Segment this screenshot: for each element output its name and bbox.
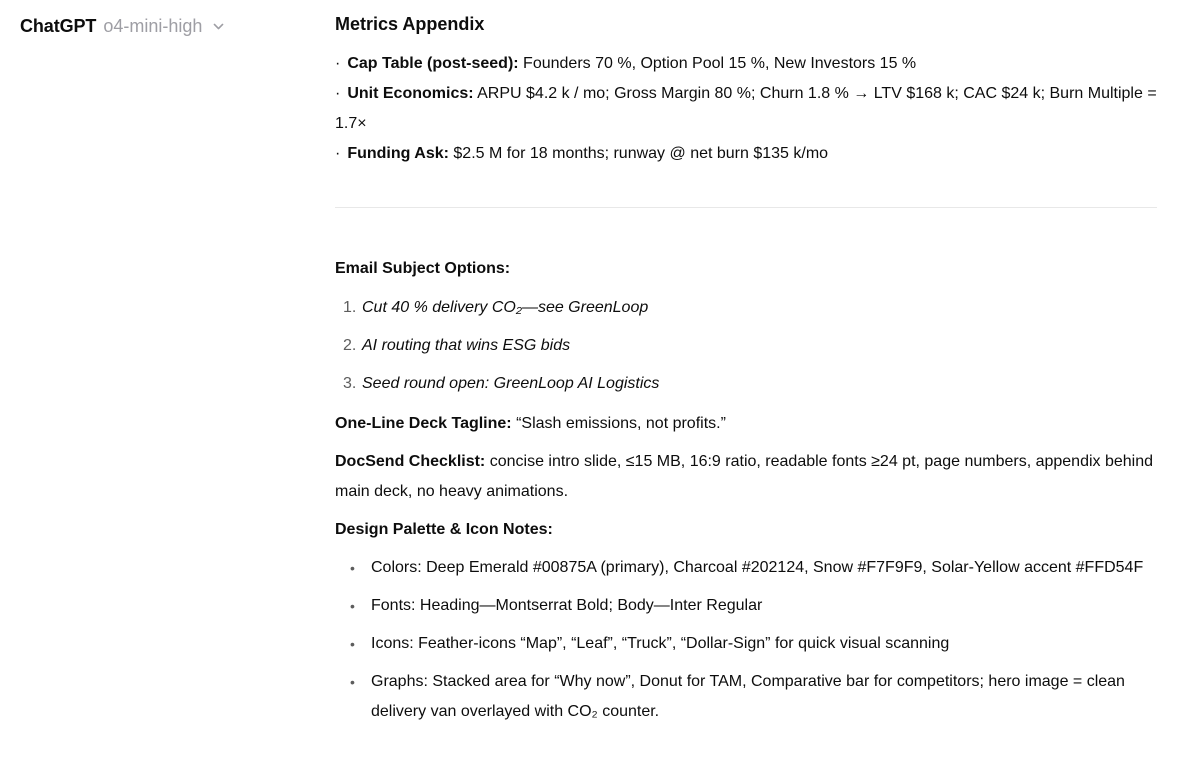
list-item	[335, 591, 1157, 621]
list-item	[335, 293, 1157, 323]
metric-marker: ·	[335, 85, 341, 102]
model-switcher-button[interactable]	[16, 12, 229, 40]
email-option-text: Cut 40 % delivery CO₂—see GreenLoop	[362, 299, 649, 316]
list-item	[335, 553, 1157, 583]
metric-label: Unit Economics:	[347, 85, 474, 102]
deck-tagline	[335, 409, 1157, 439]
chevron-down-icon	[212, 20, 225, 33]
metric-text: $2.5 M for 18 months; runway @ net burn $135 k/mo	[448, 145, 829, 162]
design-item-icons: Icons: Feather-icons “Map”, “Leaf”, “Truck”, “Dollar-Sign” for quick visual scanning	[371, 635, 950, 652]
docsend-checklist	[335, 447, 1157, 507]
docsend-text: concise intro slide, ≤15 MB, 16:9 ratio, readable fonts ≥24 pt, page numbers, appendix behind main deck, no heavy animations.	[335, 453, 1154, 500]
email-subject-heading: Email Subject Options:	[335, 260, 511, 277]
list-item	[335, 629, 1157, 659]
metric-label: Cap Table (post-seed):	[347, 55, 519, 72]
metric-label: Funding Ask:	[347, 145, 449, 162]
assistant-message	[335, 0, 1157, 735]
page-title: Metrics Appendix	[335, 14, 485, 34]
bullet-marker: •	[350, 598, 355, 614]
docsend-label: DocSend Checklist:	[335, 453, 486, 470]
list-item	[335, 369, 1157, 399]
email-option-text: AI routing that wins ESG bids	[362, 337, 571, 354]
design-item-colors: Colors: Deep Emerald #00875A (primary), Charcoal #202124, Snow #F7F9F9, Solar-Yellow accent #FFD54F	[371, 559, 1144, 576]
metric-marker: ·	[335, 145, 341, 162]
bullet-marker: •	[350, 560, 355, 576]
metric-text: Founders 70 %, Option Pool 15 %, New Investors 15 %	[518, 55, 917, 72]
metric-text: ARPU $4.2 k / mo; Gross Margin 80 %; Churn 1.8 % → LTV $168 k; CAC $24 k; Burn Multiple = 1.7×	[335, 85, 1157, 132]
tagline-text: “Slash emissions, not profits.”	[511, 415, 726, 432]
metric-funding-ask	[335, 139, 1157, 169]
metric-cap-table	[335, 49, 1157, 79]
email-option-text: Seed round open: GreenLoop AI Logistics	[362, 375, 660, 392]
metric-unit-economics	[335, 79, 1157, 139]
list-item	[335, 667, 1157, 727]
message-divider	[335, 207, 1157, 208]
design-item-fonts: Fonts: Heading—Montserrat Bold; Body—Inter Regular	[371, 597, 763, 614]
list-number: 1.	[343, 299, 357, 316]
brand-label: ChatGPT	[20, 16, 97, 36]
list-number: 2.	[343, 337, 357, 354]
bullet-marker: •	[350, 636, 355, 652]
model-label: o4-mini-high	[103, 16, 203, 36]
email-options-list	[335, 293, 1157, 399]
metric-marker: ·	[335, 55, 341, 72]
design-item-graphs: Graphs: Stacked area for “Why now”, Donut for TAM, Comparative bar for competitors; hero image = clean delivery van overlayed with CO₂ counter.	[371, 673, 1125, 720]
design-notes-heading: Design Palette & Icon Notes:	[335, 521, 553, 538]
list-item	[335, 331, 1157, 361]
design-notes-list	[335, 553, 1157, 727]
bullet-marker: •	[350, 674, 355, 690]
tagline-label: One-Line Deck Tagline:	[335, 415, 512, 432]
list-number: 3.	[343, 375, 357, 392]
